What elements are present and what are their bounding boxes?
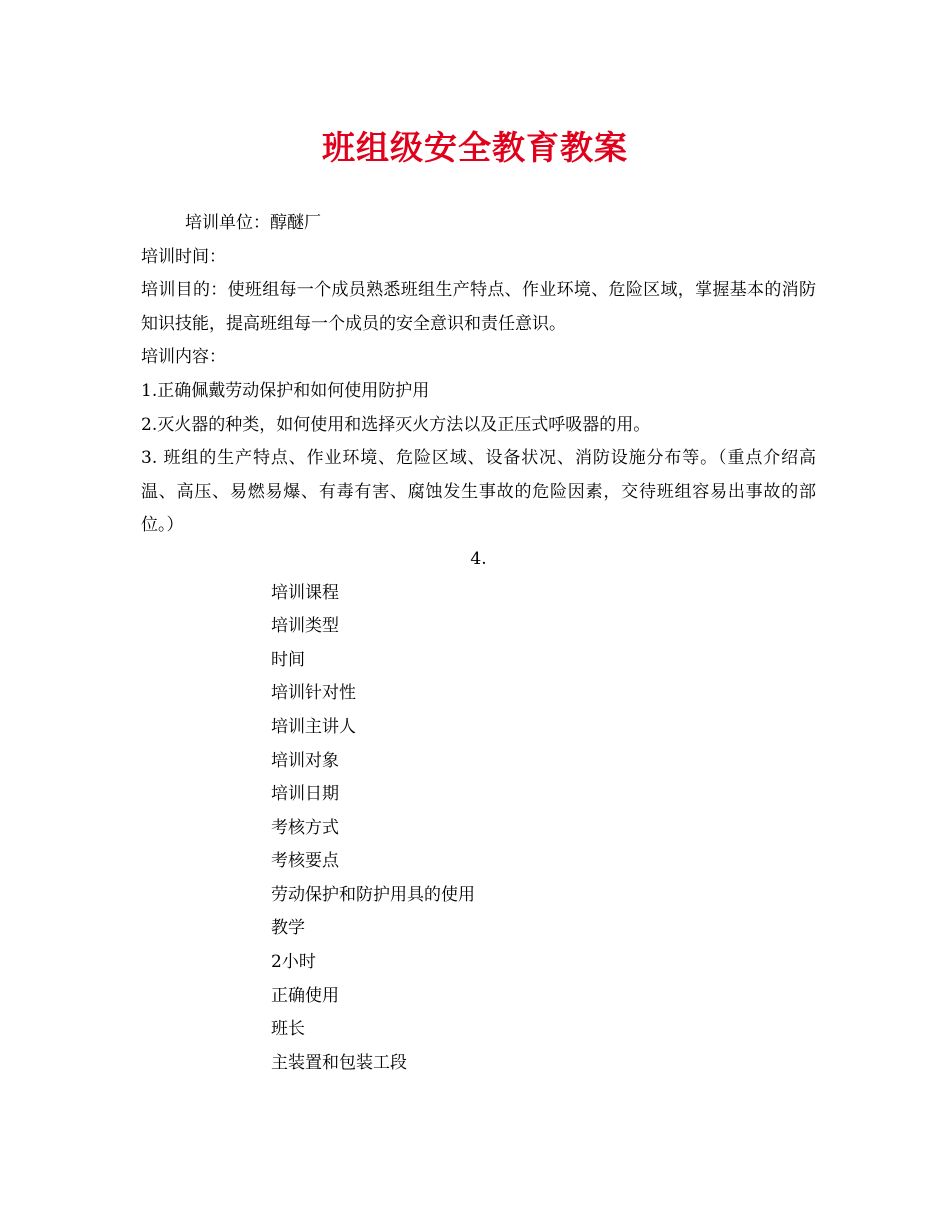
training-unit: 培训单位：醇醚厂 <box>185 213 321 233</box>
document-title: 班组级安全教育教案 <box>322 128 628 167</box>
table-cell: 培训对象 <box>271 750 339 771</box>
table-cell: 2小时 <box>271 952 316 973</box>
table-cell: 劳动保护和防护用具的使用 <box>271 884 475 905</box>
table-cell: 考核要点 <box>271 851 339 872</box>
table-cell: 培训类型 <box>271 616 339 637</box>
document-body <box>141 207 816 1080</box>
table-cell: 正确使用 <box>271 985 339 1006</box>
table-cell: 主装置和包装工段 <box>271 1052 407 1073</box>
training-content-label: 培训内容： <box>141 347 226 368</box>
table-cell: 班长 <box>271 1019 305 1040</box>
table-cell: 培训针对性 <box>271 683 356 704</box>
table-cell: 考核方式 <box>271 817 339 838</box>
content-item-2: 2.灭火器的种类，如何使用和选择灭火方法以及正压式呼吸器的用。 <box>141 414 651 435</box>
table-cell: 培训课程 <box>271 582 339 603</box>
training-table-cells <box>141 577 816 1081</box>
training-purpose: 培训目的：使班组每一个成员熟悉班组生产特点、作业环境、危险区域，掌握基本的消防知识技能，提高班组每一个成员的安全意识和责任意识。 <box>141 280 816 334</box>
content-item-4-label: 4. <box>470 548 487 569</box>
content-item-1: 1.正确佩戴劳动保护和如何使用防护用 <box>141 380 430 401</box>
table-cell: 培训主讲人 <box>271 716 356 737</box>
content-item-3: 3. 班组的生产特点、作业环境、危险区域、设备状况、消防设施分布等。（重点介绍高温、高压、易燃易爆、有毒有害、腐蚀发生事故的危险因素，交待班组容易出事故的部位。） <box>141 448 816 536</box>
table-cell: 培训日期 <box>271 784 339 805</box>
training-time-label: 培训时间： <box>141 246 226 267</box>
table-cell: 教学 <box>271 918 305 939</box>
table-cell: 时间 <box>271 649 305 670</box>
